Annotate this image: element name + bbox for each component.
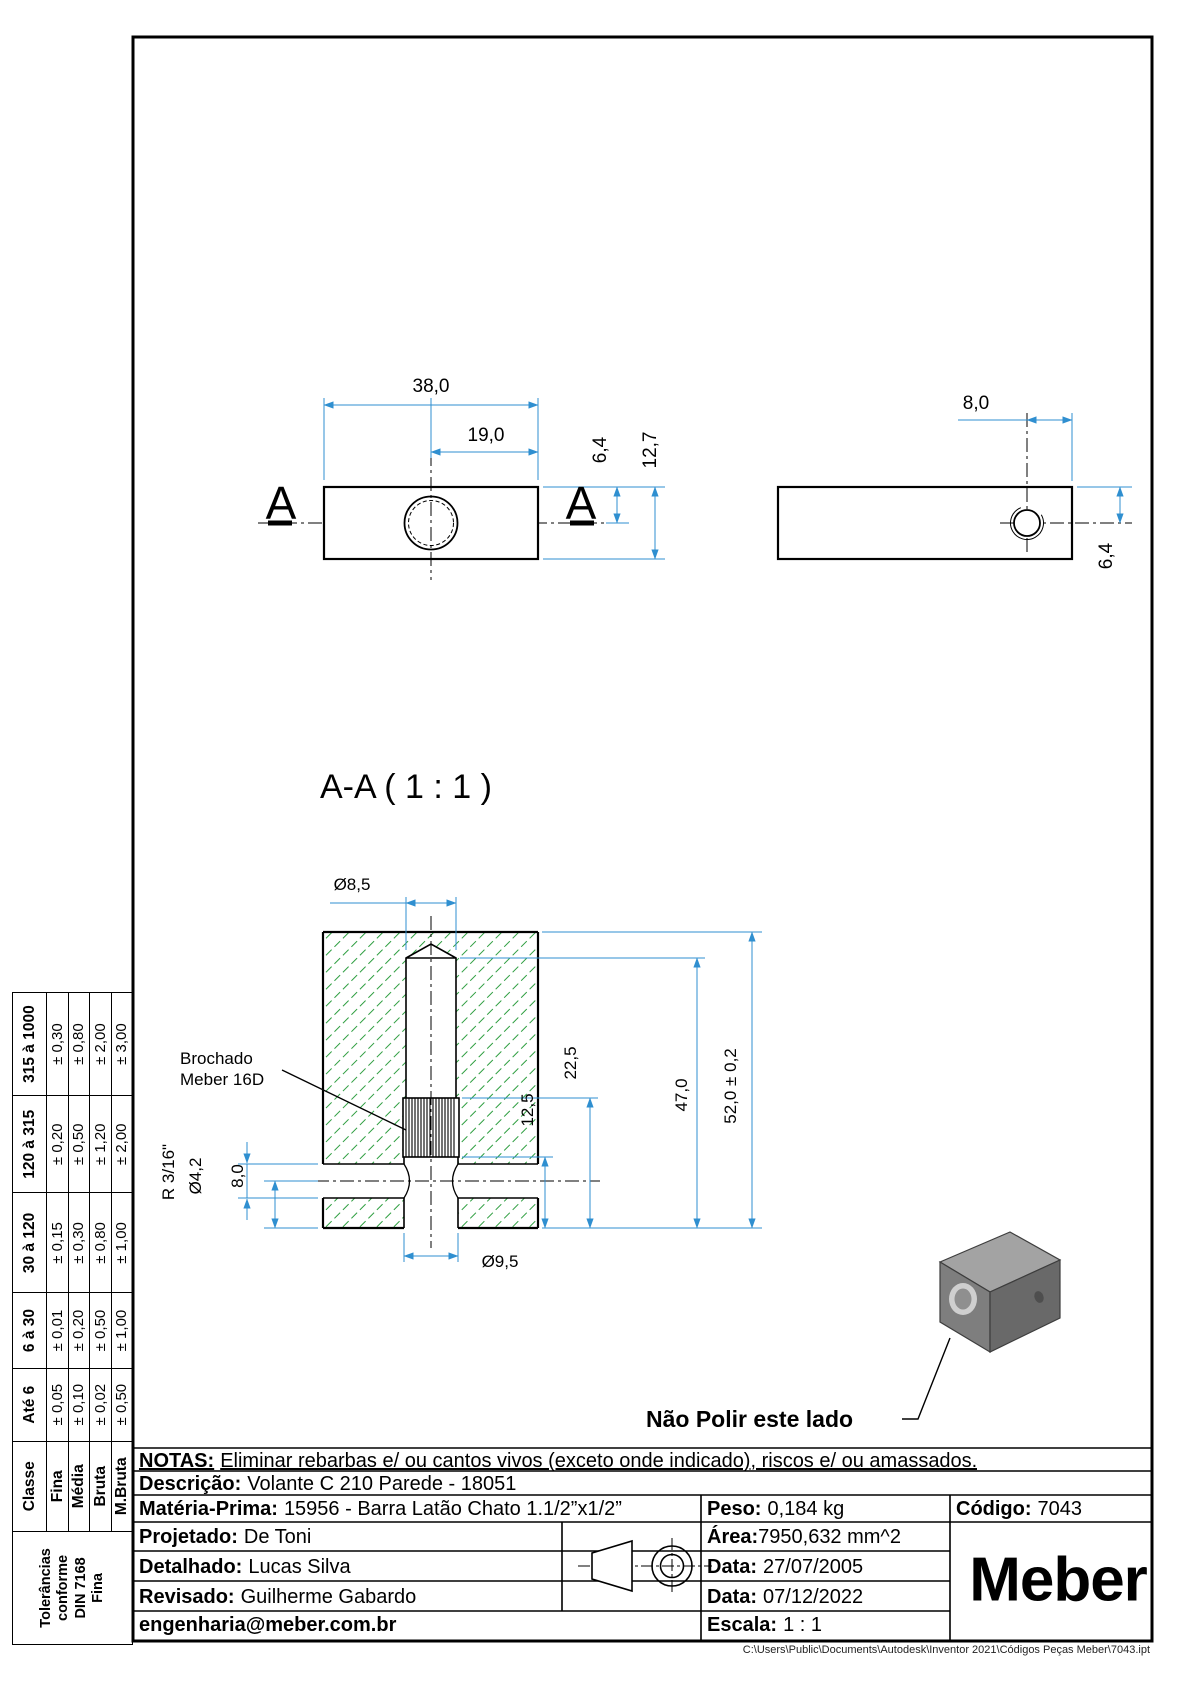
- tolerance-note-line: Tolerâncias: [37, 1548, 54, 1628]
- area-label: Área:: [707, 1526, 759, 1548]
- tolerance-header-range: Até 6: [13, 1368, 47, 1441]
- tolerance-cell: ± 1,00: [111, 1293, 133, 1368]
- dim-width-half: 19,0: [467, 425, 505, 446]
- detalhado-label: Detalhado:: [139, 1556, 243, 1578]
- tolerance-cell: ± 0,20: [68, 1293, 90, 1368]
- tolerance-cell: ± 0,50: [68, 1096, 90, 1193]
- sheet-frame: [133, 37, 1152, 1641]
- front-view: [258, 398, 665, 580]
- email-cell: engenharia@meber.com.br: [139, 1614, 397, 1636]
- tolerance-cell: ± 0,10: [68, 1368, 90, 1441]
- tolerance-cell: ± 0,30: [68, 1193, 90, 1293]
- tolerance-class: M.Bruta: [111, 1441, 133, 1531]
- section-title: A-A ( 1 : 1 ): [320, 768, 492, 806]
- tolerance-cell: ± 3,00: [111, 993, 133, 1096]
- area-cell: [707, 1526, 901, 1549]
- notas-label: NOTAS:: [139, 1450, 215, 1472]
- peso-value: 0,184 kg: [767, 1498, 845, 1520]
- dim-cross-hole: Ø4,2: [186, 1157, 205, 1195]
- dim-height-half-side: 6,4: [1096, 542, 1117, 570]
- tolerance-note-line: conforme: [55, 1554, 72, 1621]
- tolerance-note-line: Fina: [89, 1573, 106, 1603]
- tolerance-cell: ± 0,80: [68, 993, 90, 1096]
- section-marker-left: A: [265, 477, 297, 529]
- tolerance-note-line: DIN 7168: [72, 1557, 89, 1619]
- tolerance-class: Média: [68, 1441, 90, 1531]
- tolerance-cell: ± 0,80: [90, 1193, 112, 1293]
- dim-height-half-front: 6,4: [590, 436, 611, 464]
- projetado-value: De Toni: [243, 1526, 312, 1548]
- broach-note-line2: Meber 16D: [180, 1070, 265, 1089]
- descricao-row: [139, 1473, 516, 1496]
- materia-prima-value: 15956 - Barra Latão Chato 1.1/2”x1/2”: [283, 1498, 622, 1520]
- dim-bore-top: Ø8,5: [333, 875, 371, 894]
- projetado-cell: [139, 1526, 311, 1549]
- dim-height-total: 12,7: [640, 431, 661, 469]
- tolerance-cell: ± 1,00: [111, 1193, 133, 1293]
- nao-polir-leader: [902, 1338, 950, 1419]
- dim-radius: R 3/16": [159, 1143, 178, 1201]
- tolerance-header-range: 120 à 315: [13, 1096, 47, 1193]
- materia-prima-cell: [139, 1498, 622, 1521]
- dim-length-52: 52,0 ± 0,2: [721, 1048, 740, 1124]
- tolerance-cell: ± 0,50: [111, 1368, 133, 1441]
- tolerance-header-range: 315 à 1000: [13, 993, 47, 1096]
- escala-value: 1 : 1: [783, 1614, 822, 1636]
- tolerance-cell: ± 0,05: [47, 1368, 69, 1441]
- tolerance-class: Fina: [47, 1441, 69, 1531]
- escala-cell: [707, 1614, 822, 1637]
- file-path: C:\Users\Public\Documents\Autodesk\Inventor 2021\Códigos Peças Meber\7043.ipt: [742, 1644, 1150, 1656]
- data1-value: 27/07/2005: [763, 1556, 864, 1578]
- materia-prima-label: Matéria-Prima:: [139, 1498, 278, 1520]
- data1-cell: [707, 1556, 863, 1579]
- data1-label: Data:: [707, 1556, 758, 1578]
- tolerance-cell: ± 0,20: [47, 1096, 69, 1193]
- descricao-value: Volante C 210 Parede - 18051: [247, 1473, 517, 1495]
- data2-cell: [707, 1586, 863, 1609]
- broach-note: [180, 1048, 264, 1090]
- tolerance-standard-note: [13, 1531, 133, 1644]
- dim-depth-47: 47,0: [672, 1078, 691, 1112]
- peso-label: Peso:: [707, 1498, 762, 1520]
- section-marker-right: A: [565, 477, 597, 529]
- dim-hole-offset-side: 8,0: [962, 393, 990, 414]
- tolerance-class: Bruta: [90, 1441, 112, 1531]
- projetado-label: Projetado:: [139, 1526, 238, 1548]
- detalhado-cell: [139, 1556, 351, 1579]
- part-3d: [902, 1232, 1060, 1419]
- dim-bore-bottom: Ø9,5: [481, 1252, 519, 1271]
- revisado-cell: [139, 1586, 416, 1609]
- tolerance-table: [12, 992, 132, 1645]
- broach-note-line1: Brochado: [180, 1049, 253, 1068]
- dim-depth-22-5: 22,5: [561, 1046, 580, 1080]
- codigo-cell: [956, 1498, 1082, 1521]
- escala-label: Escala:: [707, 1614, 778, 1636]
- tolerance-header-classe: Classe: [13, 1441, 47, 1531]
- dim-width-total: 38,0: [412, 376, 450, 397]
- projection-symbol: [578, 1538, 712, 1594]
- side-view: [778, 413, 1132, 559]
- meber-logo: Meber: [969, 1545, 1147, 1615]
- area-value: 7950,632 mm^2: [758, 1526, 901, 1548]
- dim-depth-12-5: 12,5: [518, 1093, 537, 1127]
- tolerance-cell: ± 0,01: [47, 1293, 69, 1368]
- tolerance-cell: ± 2,00: [90, 993, 112, 1096]
- tolerance-header-range: 6 à 30: [13, 1293, 47, 1368]
- tolerance-cell: ± 0,50: [90, 1293, 112, 1368]
- tolerance-cell: ± 2,00: [111, 1096, 133, 1193]
- tolerance-cell: ± 0,02: [90, 1368, 112, 1441]
- tolerance-header-range: 30 à 120: [13, 1193, 47, 1293]
- revisado-value: Guilherme Gabardo: [240, 1586, 417, 1608]
- nao-polir-note: Não Polir este lado: [646, 1406, 854, 1432]
- data2-label: Data:: [707, 1586, 758, 1608]
- revisado-label: Revisado:: [139, 1586, 235, 1608]
- tolerance-cell: ± 0,15: [47, 1193, 69, 1293]
- notas-row: [139, 1450, 977, 1473]
- data2-value: 07/12/2022: [763, 1586, 864, 1608]
- descricao-label: Descrição:: [139, 1473, 242, 1495]
- tolerance-cell: ± 0,30: [47, 993, 69, 1096]
- peso-cell: [707, 1498, 844, 1521]
- notas-text: Eliminar rebarbas e/ ou cantos vivos (exceto onde indicado), riscos e/ ou amassados.: [220, 1450, 978, 1472]
- dim-offset-8: 8,0: [228, 1164, 247, 1188]
- tolerance-cell: ± 1,20: [90, 1096, 112, 1193]
- codigo-value: 7043: [1037, 1498, 1083, 1520]
- codigo-label: Código:: [956, 1498, 1032, 1520]
- detalhado-value: Lucas Silva: [248, 1556, 351, 1578]
